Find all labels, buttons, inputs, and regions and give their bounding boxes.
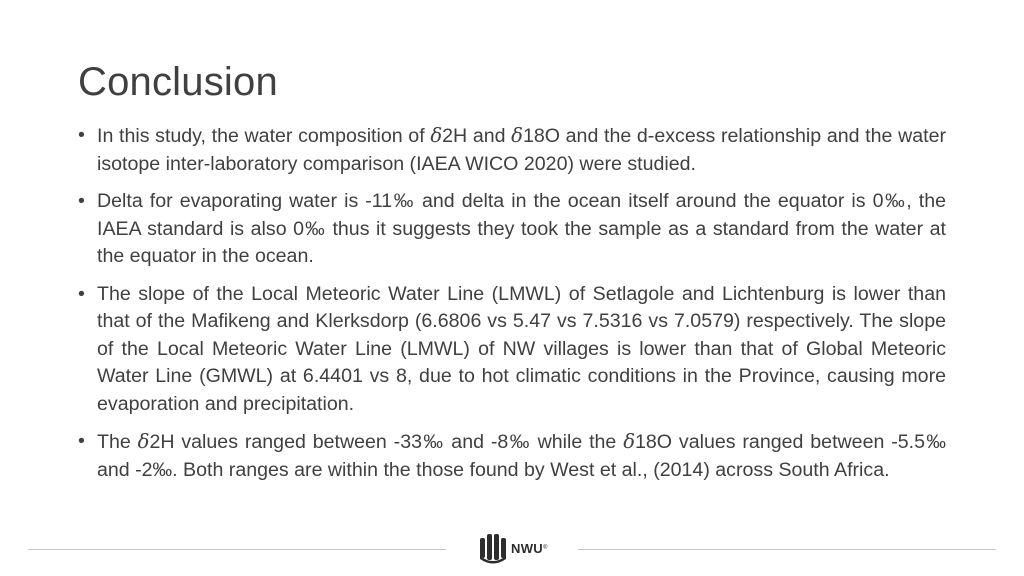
bullet-item-2: • Delta for evaporating water is -11‰ and delta in the ocean itself around the equator is 0‰, the IAEA standard is also 0‰ thus it suggests they took the sample as a standard from the water at the equator in the ocean. <box>78 190 946 267</box>
delta-symbol: 𝛿 <box>137 430 150 453</box>
nwu-logo <box>474 530 551 566</box>
bullet-marker: • <box>78 190 85 212</box>
slide-title: Conclusion <box>78 60 278 104</box>
bullet-marker: • <box>78 282 85 305</box>
delta-symbol: 𝛿 <box>623 430 635 453</box>
bullet-list <box>78 122 946 494</box>
footer-divider-left <box>28 549 446 550</box>
delta-symbol: 𝛿 <box>430 124 443 147</box>
bullet-item-3: • The slope of the Local Meteoric Water Line (LMWL) of Setlagole and Lichtenburg is lower than that of the Mafikeng and Klerksdorp (6.6806 vs 5.47 vs 7.5316 vs 7.0579) respectively. The slope of the Local Meteoric Water Line (LMWL) of NW villages is lower than that of Global Meteoric Water Line (GMWL) at 6.4401 vs 8, due to hot climatic conditions in the Province, causing more evaporation and precipitation. <box>78 282 946 415</box>
bullet-marker: • <box>78 430 85 452</box>
registered-mark: ® <box>542 545 548 551</box>
nwu-crest-icon <box>478 532 508 564</box>
bullet-item-1: • In this study, the water composition of 𝛿2H and 𝛿18O and the d-excess relationship and the water isotope inter-laboratory comparison (IAEA WICO 2020) were studied. <box>78 124 946 175</box>
delta-symbol: 𝛿 <box>511 124 523 147</box>
footer-divider-right <box>578 549 996 550</box>
logo-text: NWU <box>511 540 543 556</box>
bullet-marker: • <box>78 124 85 146</box>
bullet-item-4: • The 𝛿2H values ranged between -33‰ and -8‰ while the 𝛿18O values ranged between -5.5‰ and -2‰. Both ranges are within the those found by West et al., (2014) across South Africa. <box>78 430 946 481</box>
